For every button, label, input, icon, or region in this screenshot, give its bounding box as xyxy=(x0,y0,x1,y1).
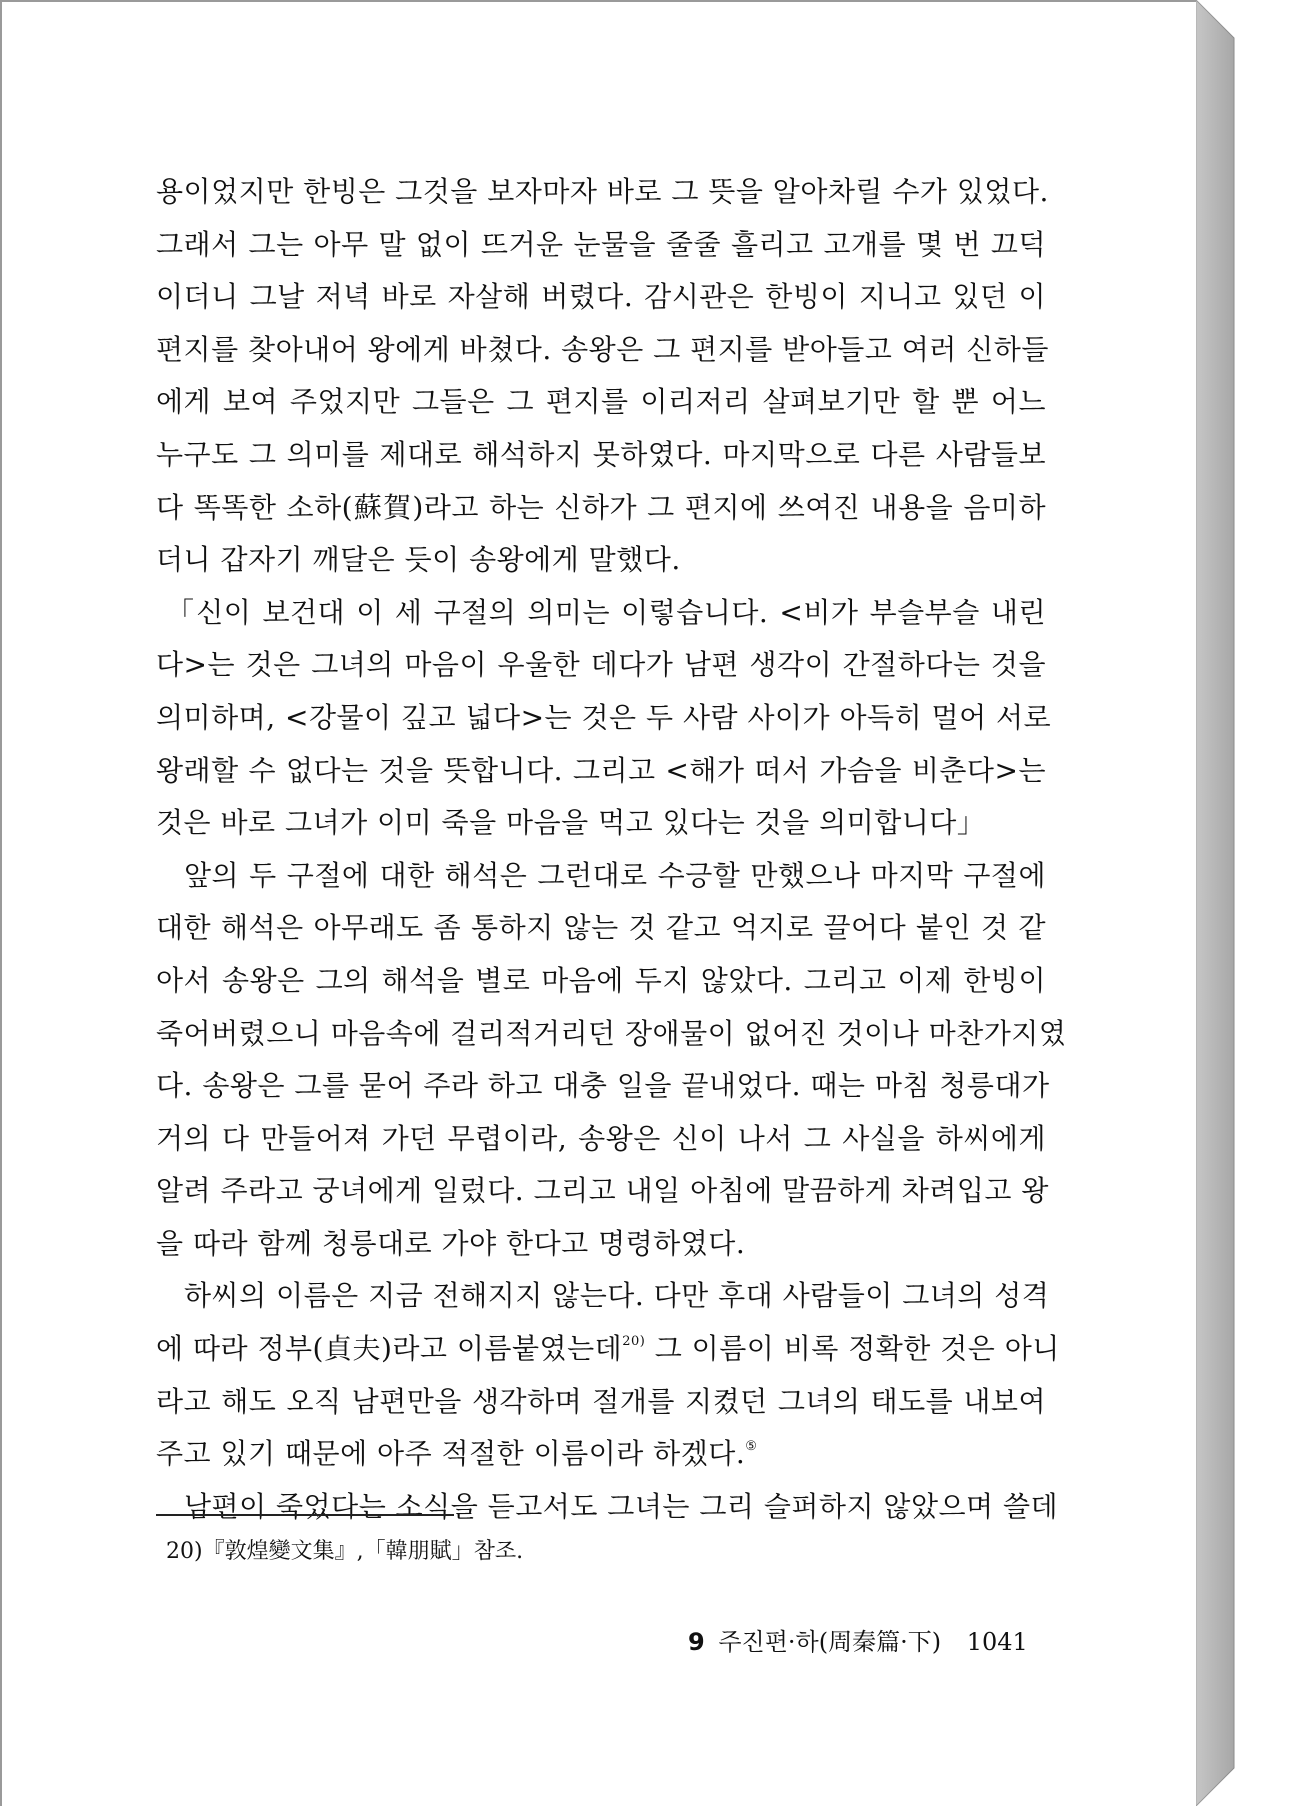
text-line-with-footnote xyxy=(156,1323,1060,1376)
text-segment: 그 이름이 비록 정확한 것은 아니 xyxy=(645,1332,1060,1366)
text-line: 라고 해도 오직 남편만을 생각하며 절개를 지켰던 그녀의 태도를 내보여 xyxy=(156,1384,1046,1418)
page-number: 1041 xyxy=(966,1628,1028,1656)
footnote-reference[interactable]: 20) xyxy=(622,1333,646,1349)
text-line: 아서 송왕은 그의 해석을 별로 마음에 두지 않았다. 그리고 이제 한빙이 xyxy=(156,963,1046,997)
text-line: 앞의 두 구절에 대한 해석은 그런대로 수긍할 만했으나 마지막 구절에 xyxy=(184,858,1046,892)
running-footer xyxy=(688,1622,1028,1657)
book-thickness-shading xyxy=(1196,0,1313,1806)
text-line: 다 똑똑한 소하(蘇賀)라고 하는 신하가 그 편지에 쓰여진 내용을 음미하 xyxy=(156,490,1046,524)
text-segment: 에 따라 정부(貞夫)라고 이름붙였는데 xyxy=(156,1332,623,1366)
text-line: 의미하며, <강물이 깊고 넓다>는 것은 두 사람 사이가 아득히 멀어 서로 xyxy=(156,700,1052,734)
footnote-divider xyxy=(156,1514,454,1516)
endnote-marker[interactable]: ⑤ xyxy=(745,1438,758,1454)
text-line: 알려 주라고 궁녀에게 일렀다. 그리고 내일 아침에 말끔하게 차려입고 왕 xyxy=(156,1174,1049,1208)
text-line: 편지를 찾아내어 왕에게 바쳤다. 송왕은 그 편지를 받아들고 여러 신하들 xyxy=(156,332,1049,366)
text-line: 그래서 그는 아무 말 없이 뜨거운 눈물을 줄줄 흘리고 고개를 몇 번 끄덕 xyxy=(156,227,1046,261)
footnote: 20)『敦煌變文集』,「韓朋賦」참조. xyxy=(166,1539,524,1564)
text-line: 대한 해석은 아무래도 좀 통하지 않는 것 같고 억지로 끌어다 붙인 것 같 xyxy=(156,911,1046,945)
chapter-number: 9 xyxy=(688,1628,705,1656)
text-line: 다>는 것은 그녀의 마음이 우울한 데다가 남편 생각이 간절하다는 것을 xyxy=(156,648,1046,682)
text-line: 누구도 그 의미를 제대로 해석하지 못하였다. 마지막으로 다른 사람들보 xyxy=(156,437,1046,471)
text-segment: 주고 있기 때문에 아주 적절한 이름이라 하겠다. xyxy=(156,1437,746,1471)
text-line-with-endnote xyxy=(156,1428,1046,1481)
text-line: 하씨의 이름은 지금 전해지지 않는다. 다만 후대 사람들이 그녀의 성격 xyxy=(184,1279,1050,1313)
text-line: 것은 바로 그녀가 이미 죽을 마음을 먹고 있다는 것을 의미합니다」 xyxy=(156,806,986,840)
text-line: 에게 보여 주었지만 그들은 그 편지를 이리저리 살펴보기만 할 뿐 어느 xyxy=(156,385,1046,419)
text-line: 죽어버렸으니 마음속에 걸리적거리던 장애물이 없어진 것이나 마찬가지였 xyxy=(156,1016,1067,1050)
text-line: 왕래할 수 없다는 것을 뜻합니다. 그리고 <해가 떠서 가슴을 비춘다>는 xyxy=(156,753,1046,787)
body-text xyxy=(156,166,1067,1533)
text-line: 남편이 죽었다는 소식을 듣고서도 그녀는 그리 슬퍼하지 않았으며 쓸데 xyxy=(184,1489,1059,1523)
text-line: 을 따라 함께 청릉대로 가야 한다고 명령하였다. xyxy=(156,1226,746,1260)
text-line: 용이었지만 한빙은 그것을 보자마자 바로 그 뜻을 알아차릴 수가 있었다. xyxy=(156,175,1049,208)
chapter-title: 주진편·하(周秦篇·下) xyxy=(718,1628,942,1656)
text-line: 이더니 그날 저녁 바로 자살해 버렸다. 감시관은 한빙이 지니고 있던 이 xyxy=(156,280,1046,314)
text-line: 더니 갑자기 깨달은 듯이 송왕에게 말했다. xyxy=(156,543,681,577)
book-edge xyxy=(1196,0,1313,1806)
text-line: 「신이 보건대 이 세 구절의 의미는 이렇습니다. <비가 부슬부슬 내린 xyxy=(166,595,1046,629)
text-line: 거의 다 만들어져 가던 무렵이라, 송왕은 신이 나서 그 사실을 하씨에게 xyxy=(156,1121,1046,1155)
text-line: 다. 송왕은 그를 묻어 주라 하고 대충 일을 끝내었다. 때는 마침 청릉대가 xyxy=(156,1069,1050,1103)
